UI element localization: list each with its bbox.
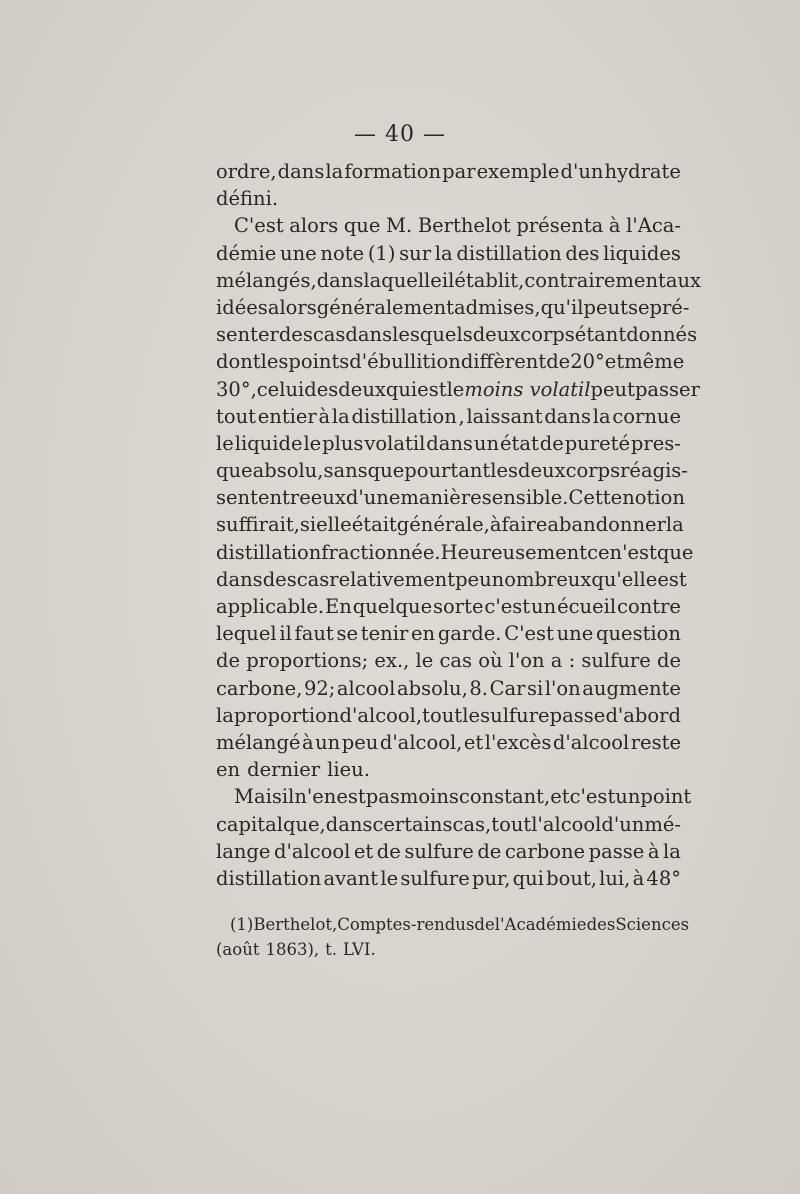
text-word: Heureusement — [440, 540, 588, 564]
text-word: sur — [399, 241, 432, 265]
text-word: : — [568, 649, 576, 673]
text-word: entier — [257, 404, 317, 428]
text-word: M. — [386, 214, 413, 238]
text-line — [216, 811, 681, 838]
text-word: nombreux — [491, 567, 592, 591]
footnote-line — [216, 937, 681, 962]
text-word: les — [260, 350, 289, 374]
text-word: donnés — [626, 323, 698, 347]
text-word: le — [415, 649, 434, 673]
text-line — [216, 457, 688, 484]
text-line — [216, 185, 681, 212]
text-word: laquelle — [363, 268, 442, 292]
footnote-line — [216, 912, 690, 937]
text-word: carbone, — [216, 676, 303, 700]
text-word: tout — [491, 812, 532, 836]
text-word: n'en — [294, 785, 337, 809]
footnote-word: de — [474, 915, 495, 934]
text-line — [216, 865, 681, 892]
text-word: il — [441, 268, 455, 292]
text-word: lieu. — [327, 758, 370, 782]
text-word: à — [632, 866, 645, 890]
text-word: d'une — [345, 486, 401, 510]
text-word: reste — [630, 730, 681, 754]
text-word: d'alcool, — [379, 730, 463, 754]
text-word: démie — [216, 241, 277, 265]
text-word: la — [434, 241, 453, 265]
text-word: distillation — [351, 404, 457, 428]
text-word: cornue — [612, 404, 681, 428]
text-word: celui — [256, 377, 305, 401]
text-word: il — [281, 785, 295, 809]
text-word: qu'elle — [591, 567, 658, 591]
text-line — [216, 484, 685, 511]
text-word: Cette — [568, 486, 623, 510]
text-line — [216, 566, 687, 593]
text-word: l'on — [508, 649, 545, 673]
text-word: l'excès — [484, 730, 552, 754]
text-word: formation — [344, 160, 442, 183]
text-word: sulfure — [404, 839, 474, 863]
text-line — [216, 158, 681, 185]
text-word: notion — [622, 486, 685, 510]
text-line — [216, 647, 681, 674]
text-word: lesquels — [392, 323, 473, 347]
text-word: à — [489, 513, 502, 537]
text-line — [216, 376, 700, 403]
text-word: passe — [588, 839, 645, 863]
text-word: les — [490, 459, 519, 483]
text-word: des — [304, 377, 339, 401]
text-word: peut — [590, 377, 635, 401]
text-line — [216, 783, 692, 810]
text-word: le — [380, 866, 399, 890]
footnote-word: t. — [325, 940, 338, 959]
text-word: pourtant — [404, 459, 491, 483]
text-word: et — [353, 839, 374, 863]
footnote-word: Berthelot, — [253, 915, 338, 934]
text-word: présenta — [516, 214, 604, 238]
text-word: d'alcool, — [339, 703, 423, 727]
text-word: dont — [216, 350, 261, 374]
text-word: l'alcool — [531, 812, 602, 836]
text-word: à — [608, 214, 621, 238]
text-word: dans — [277, 160, 325, 183]
text-word: augmente — [582, 676, 681, 700]
text-word: des — [565, 241, 600, 265]
text-word: a — [550, 649, 563, 673]
text-word: que — [216, 459, 253, 483]
text-word: le — [462, 703, 481, 727]
text-word: même — [624, 350, 685, 374]
text-word: cas — [439, 649, 473, 673]
text-word: elle — [316, 513, 352, 537]
text-word: applicable. — [216, 595, 325, 618]
text-word: 30°, — [216, 377, 257, 401]
text-word: dans — [316, 268, 364, 292]
text-word: distillation — [456, 241, 562, 265]
text-word: liquides — [603, 241, 681, 265]
text-word: alors — [289, 214, 339, 238]
text-word: pres- — [630, 431, 681, 455]
text-line — [216, 838, 681, 865]
footnote-word: Comptes-rendus — [337, 915, 475, 934]
text-word: des — [262, 567, 297, 591]
text-line — [216, 511, 684, 538]
text-word: qui — [385, 377, 418, 401]
footnote-word: l'Académie — [494, 915, 587, 934]
text-word: où — [478, 649, 503, 673]
text-word: des — [278, 323, 313, 347]
text-word: générale, — [396, 513, 490, 537]
text-word: de — [376, 839, 401, 863]
text-word: sulfure — [400, 866, 470, 890]
text-word: alors — [267, 295, 317, 319]
text-word: certains — [372, 812, 453, 836]
text-word: était — [351, 513, 397, 537]
text-word: manière — [400, 486, 482, 510]
text-word: la — [216, 703, 234, 727]
text-word: mélangés, — [216, 268, 317, 292]
text-word: et — [604, 350, 625, 374]
text-word: est — [657, 567, 687, 591]
text-word: mélangé — [216, 730, 301, 754]
text-word: qu'il — [540, 295, 584, 319]
text-word: faut — [294, 622, 334, 646]
text-word: d'un — [560, 160, 604, 183]
text-word: un — [531, 595, 557, 618]
text-word: , — [458, 404, 465, 428]
text-word: fractionnée. — [321, 540, 441, 564]
text-word: Mais — [234, 785, 282, 809]
text-word: suffirait, — [216, 513, 300, 537]
text-word: 48° — [646, 866, 681, 890]
text-word: deux — [472, 323, 521, 347]
text-word: défini. — [216, 187, 279, 211]
text-word: le — [303, 431, 322, 455]
text-word: à — [318, 404, 331, 428]
text-word: 92; — [303, 676, 336, 700]
text-word: dans — [426, 431, 473, 455]
text-word: deux — [518, 459, 566, 483]
text-word: avant — [323, 866, 379, 890]
text-word: carbone — [504, 839, 586, 863]
text-word: l'on — [544, 676, 581, 700]
text-word: diffèrent — [460, 350, 547, 374]
text-word: tout — [216, 404, 256, 428]
text-word: lui, — [599, 866, 631, 890]
text-word: liquide — [234, 431, 303, 455]
text-word: la — [663, 839, 681, 863]
text-line — [216, 593, 681, 620]
text-word: un — [615, 785, 641, 809]
text-line — [216, 702, 681, 729]
text-word: C'est — [234, 214, 284, 238]
text-word: constant, — [458, 785, 551, 809]
text-word: dernier — [247, 758, 321, 782]
text-word: absolu, — [252, 459, 324, 483]
text-word: à — [647, 839, 660, 863]
text-word: sulfure — [581, 649, 651, 673]
text-word: ex., — [374, 649, 410, 673]
text-word: ordre, — [216, 160, 277, 183]
text-word: capital — [216, 812, 283, 836]
footnote-word: LVI. — [343, 940, 376, 959]
text-word: état — [499, 431, 539, 455]
body-text — [216, 158, 702, 892]
text-word: pré- — [649, 295, 690, 319]
text-line — [216, 240, 681, 267]
text-word: si — [527, 676, 544, 700]
text-word: contre — [617, 595, 681, 618]
text-word: moins volatil — [464, 377, 591, 401]
text-word: pas — [365, 785, 400, 809]
text-word: lange — [216, 839, 271, 863]
footnote — [216, 912, 690, 962]
text-word: que — [367, 459, 405, 483]
text-word: de — [546, 350, 571, 374]
text-word: la — [331, 404, 350, 428]
text-word: exemple — [476, 160, 560, 183]
page-number: — 40 — — [354, 122, 446, 147]
text-word: sans — [323, 459, 368, 483]
text-line — [216, 403, 681, 430]
text-word: le — [446, 377, 465, 401]
text-word: points — [288, 350, 350, 374]
text-word: mé- — [644, 812, 681, 836]
text-word: de — [216, 649, 241, 673]
text-word: établit, — [454, 268, 525, 292]
text-word: qui — [512, 866, 544, 890]
text-word: eux — [310, 486, 346, 510]
text-word: sorte — [433, 595, 484, 618]
text-word: la — [665, 513, 684, 537]
text-line — [216, 539, 694, 566]
text-word: est — [336, 785, 366, 809]
text-word: proportion — [233, 703, 340, 727]
text-word: en — [411, 622, 436, 646]
text-word: peu — [341, 730, 379, 754]
text-word: En — [325, 595, 352, 618]
text-word: distillation — [216, 540, 322, 564]
text-word: à — [301, 730, 314, 754]
text-word: corps — [520, 323, 575, 347]
text-word: plus — [322, 431, 364, 455]
text-word: la — [592, 404, 611, 428]
text-word: que — [343, 214, 381, 238]
text-word: absolu, — [396, 676, 468, 700]
text-word: hydrate — [604, 160, 681, 183]
text-word: note — [320, 241, 365, 265]
text-word: point — [640, 785, 692, 809]
footnote-word: des — [586, 915, 616, 934]
text-word: passer — [634, 377, 700, 401]
text-word: laissant — [466, 404, 543, 428]
text-word: lequel — [216, 622, 277, 646]
footnote-word: 1863), — [265, 940, 320, 959]
text-word: se — [627, 295, 650, 319]
text-word: corps — [565, 459, 621, 483]
text-word: la — [325, 160, 344, 183]
text-word: il — [279, 622, 292, 646]
text-word: moins — [399, 785, 459, 809]
text-word: sent — [216, 486, 258, 510]
text-word: cas, — [452, 812, 492, 836]
text-word: que, — [282, 812, 326, 836]
text-word: question — [595, 622, 681, 646]
text-word: dans — [345, 323, 393, 347]
text-word: bout, — [546, 866, 597, 890]
text-word: une — [556, 622, 594, 646]
text-word: faire — [501, 513, 548, 537]
text-word: passe — [549, 703, 606, 727]
text-word: en — [216, 758, 241, 782]
text-word: de — [539, 431, 564, 455]
text-word: c'est — [569, 785, 616, 809]
text-line — [216, 321, 698, 348]
text-word: cas — [296, 567, 330, 591]
text-word: aux — [665, 268, 702, 292]
text-word: de — [656, 649, 681, 673]
footnote-word: (août — [216, 940, 260, 959]
text-line — [216, 756, 681, 783]
text-word: n'est — [609, 540, 657, 564]
text-line — [216, 212, 681, 239]
text-word: ce — [587, 540, 610, 564]
text-word: un — [315, 730, 341, 754]
text-word: étant — [574, 323, 627, 347]
footnote-word: Sciences — [615, 915, 690, 934]
text-word: volatil — [364, 431, 426, 455]
text-word: d'un — [601, 812, 645, 836]
text-word: C'est — [504, 622, 554, 646]
text-word: peut — [583, 295, 628, 319]
text-line — [216, 675, 681, 702]
text-word: pur, — [472, 866, 511, 890]
text-word: contrairement — [524, 268, 666, 292]
text-line — [216, 267, 702, 294]
text-word: distillation — [216, 866, 322, 890]
text-word: deux — [338, 377, 386, 401]
text-word: 20° — [570, 350, 605, 374]
text-word: alcool — [336, 676, 396, 700]
text-word: d'alcool — [552, 730, 630, 754]
text-word: Car — [489, 676, 526, 700]
text-word: de — [477, 839, 502, 863]
text-word: relativement — [329, 567, 456, 591]
text-word: et — [550, 785, 570, 809]
text-word: d'ébullition — [349, 350, 461, 374]
text-word: tout — [422, 703, 463, 727]
text-word: un — [473, 431, 500, 455]
text-line — [216, 430, 681, 457]
text-word: (1) — [367, 241, 396, 265]
text-word: si — [299, 513, 317, 537]
text-word: Berthelot — [417, 214, 511, 238]
text-word: est — [417, 377, 447, 401]
text-word: idées — [216, 295, 268, 319]
text-word: généralement — [316, 295, 455, 319]
text-word: d'abord — [605, 703, 681, 727]
text-word: dans — [544, 404, 591, 428]
text-word: pureté — [564, 431, 630, 455]
text-word: réagis- — [620, 459, 688, 483]
text-word: par — [442, 160, 476, 183]
text-word: une — [280, 241, 317, 265]
text-word: garde. — [437, 622, 502, 646]
text-line — [216, 348, 685, 375]
text-word: le — [216, 431, 234, 455]
text-word: l'Aca- — [626, 214, 681, 238]
text-word: dans — [325, 812, 373, 836]
text-word: et — [463, 730, 484, 754]
text-word: senter — [216, 323, 279, 347]
text-word: c'est — [484, 595, 531, 618]
text-word: abandonner — [547, 513, 666, 537]
text-word: sulfure — [480, 703, 550, 727]
text-word: proportions; — [246, 649, 369, 673]
text-word: quelque — [352, 595, 433, 618]
text-line — [216, 620, 681, 647]
text-word: se — [336, 622, 359, 646]
text-word: cas — [312, 323, 346, 347]
text-word: sensible. — [481, 486, 569, 510]
text-word: admises, — [454, 295, 541, 319]
text-line — [216, 294, 690, 321]
text-word: entre — [257, 486, 311, 510]
text-word: écueil — [557, 595, 617, 618]
text-word: 8. — [469, 676, 488, 700]
text-word: peu — [455, 567, 492, 591]
text-word: dans — [216, 567, 263, 591]
text-word: tenir — [360, 622, 409, 646]
footnote-word: (1) — [230, 915, 254, 934]
text-word: d'alcool — [273, 839, 351, 863]
text-word: que — [656, 540, 694, 564]
text-line — [216, 729, 681, 756]
